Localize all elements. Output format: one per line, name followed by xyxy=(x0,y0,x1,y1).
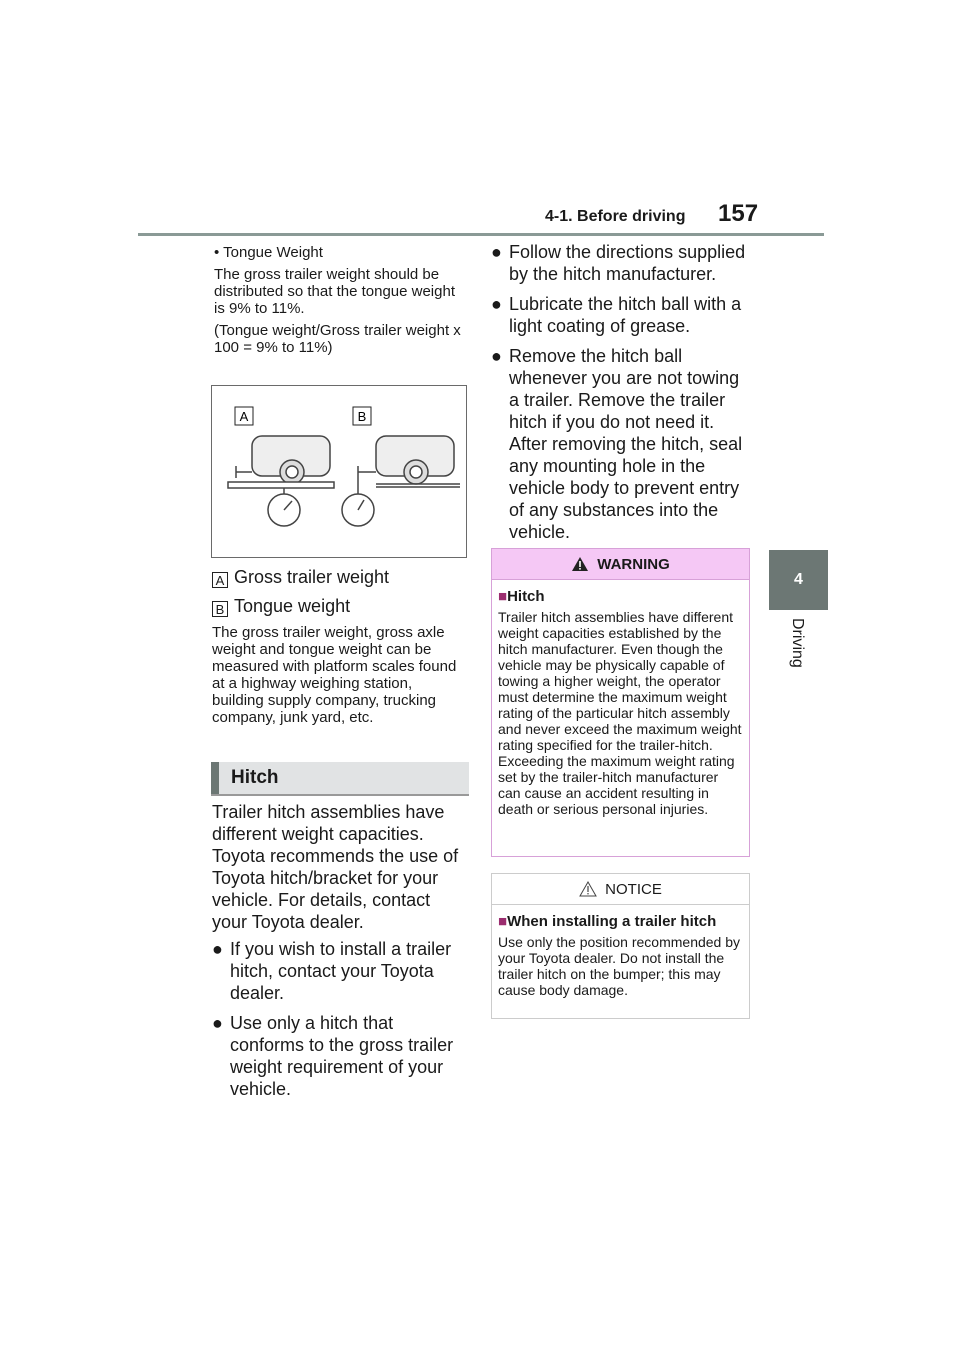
warning-text: Trailer hitch assemblies have different weight capacities established by the hitch manufacturer. Even though the vehicle may be physically capable of towing a higher weight, the operator must determine the maximum weight rating of the particular hitch assembly and never exceed the maximum weight rating specified for the trailer-hitch. Exceeding the maximum weight rating set by the trailer-hitch manufacturer can cause an accident resulting in death or serious personal injuries. xyxy=(498,609,742,817)
bullet-text: If you wish to install a trailer hitch, contact your Toyota dealer. xyxy=(230,939,452,1003)
bullet-text: Follow the directions supplied by the hitch manufacturer. xyxy=(509,242,746,284)
notice-header xyxy=(492,874,749,905)
bullet-tongue-weight: • Tongue Weight xyxy=(214,244,323,261)
legend-text-a: Gross trailer weight xyxy=(234,567,390,587)
notice-triangle-icon xyxy=(579,881,597,897)
list-item xyxy=(212,1012,468,1100)
warning-title: WARNING xyxy=(597,555,670,573)
chapter-number: 4 xyxy=(794,571,803,588)
section-header-rule xyxy=(211,794,469,796)
page-number: 157 xyxy=(718,200,759,227)
warning-header xyxy=(492,549,749,580)
list-item xyxy=(212,938,468,1004)
bullet-dot: ● xyxy=(491,294,502,314)
section-header-hitch xyxy=(211,762,469,794)
trailer-b xyxy=(342,436,460,526)
bullet-text: Lubricate the hitch ball with a light coating of grease. xyxy=(509,294,742,336)
chapter-label: Driving xyxy=(789,618,806,668)
square-bullet-icon: ■ xyxy=(498,588,508,605)
square-bullet-icon: ■ xyxy=(498,913,508,930)
legend-item-a xyxy=(212,566,468,588)
notice-subhead: ■When installing a trailer hitch xyxy=(498,913,717,930)
trailer-a xyxy=(228,436,334,526)
header-rule xyxy=(138,233,824,236)
left-column-intro xyxy=(214,244,470,356)
notice-title: NOTICE xyxy=(605,880,662,898)
figure-label-a: A xyxy=(239,409,249,424)
trailer-weight-figure xyxy=(211,385,467,558)
paragraph-formula: (Tongue weight/Gross trailer weight x 100 = 9% to 11%) xyxy=(214,322,461,356)
bullet-text: Use only a hitch that conforms to the gross trailer weight requirement of your vehicle. xyxy=(230,1013,454,1099)
trailer-scale-illustration xyxy=(212,386,466,557)
warning-triangle-icon xyxy=(571,556,589,572)
list-item xyxy=(491,345,753,543)
section-header-text: Hitch xyxy=(231,767,279,788)
warning-subhead: ■Hitch xyxy=(498,588,545,605)
right-bullets xyxy=(491,241,753,543)
warning-box xyxy=(491,548,750,857)
notice-text: Use only the position recommended by your Toyota dealer. Do not install the trailer hitch on the bumper; this may cause body damage. xyxy=(498,934,741,998)
paragraph-measurement: The gross trailer weight, gross axle weight and tongue weight can be measured with platform scales found at a highway weighing station, building supply company, trucking company, junk yard, etc. xyxy=(212,624,457,726)
bullet-dot: ● xyxy=(212,1013,223,1033)
section-title: 4-1. Before driving xyxy=(545,208,686,225)
bullet-text: Remove the hitch ball whenever you are not towing a trailer. Remove the trailer hitch if you do not need it. After removing the hitch, seal any mounting hole in the vehicle body to prevent entry of any substances into the vehicle. xyxy=(509,346,743,542)
list-item xyxy=(491,293,753,337)
legend-item-b xyxy=(212,595,468,617)
chapter-label-wrap xyxy=(774,618,824,698)
chapter-tab[interactable] xyxy=(769,550,828,610)
bullet-dot: ● xyxy=(212,939,223,959)
list-item xyxy=(491,241,753,285)
figure-legend xyxy=(212,566,468,617)
bullet-dot: ● xyxy=(491,346,502,366)
paragraph-hitch-capacities: Trailer hitch assemblies have different weight capacities. Toyota recommends the use of Toyota hitch/bracket for your vehicle. For details, contact your Toyota dealer. xyxy=(212,802,459,932)
notice-box xyxy=(491,873,750,1019)
paragraph-distribution: The gross trailer weight should be distributed so that the tongue weight is 9% to 11%. xyxy=(214,266,455,317)
bullet-dot: ● xyxy=(491,242,502,262)
legend-key-b: B xyxy=(212,601,228,617)
legend-text-b: Tongue weight xyxy=(234,596,351,616)
figure-label-b: B xyxy=(357,409,367,424)
left-bullets xyxy=(212,938,468,1100)
legend-key-a: A xyxy=(212,572,228,588)
